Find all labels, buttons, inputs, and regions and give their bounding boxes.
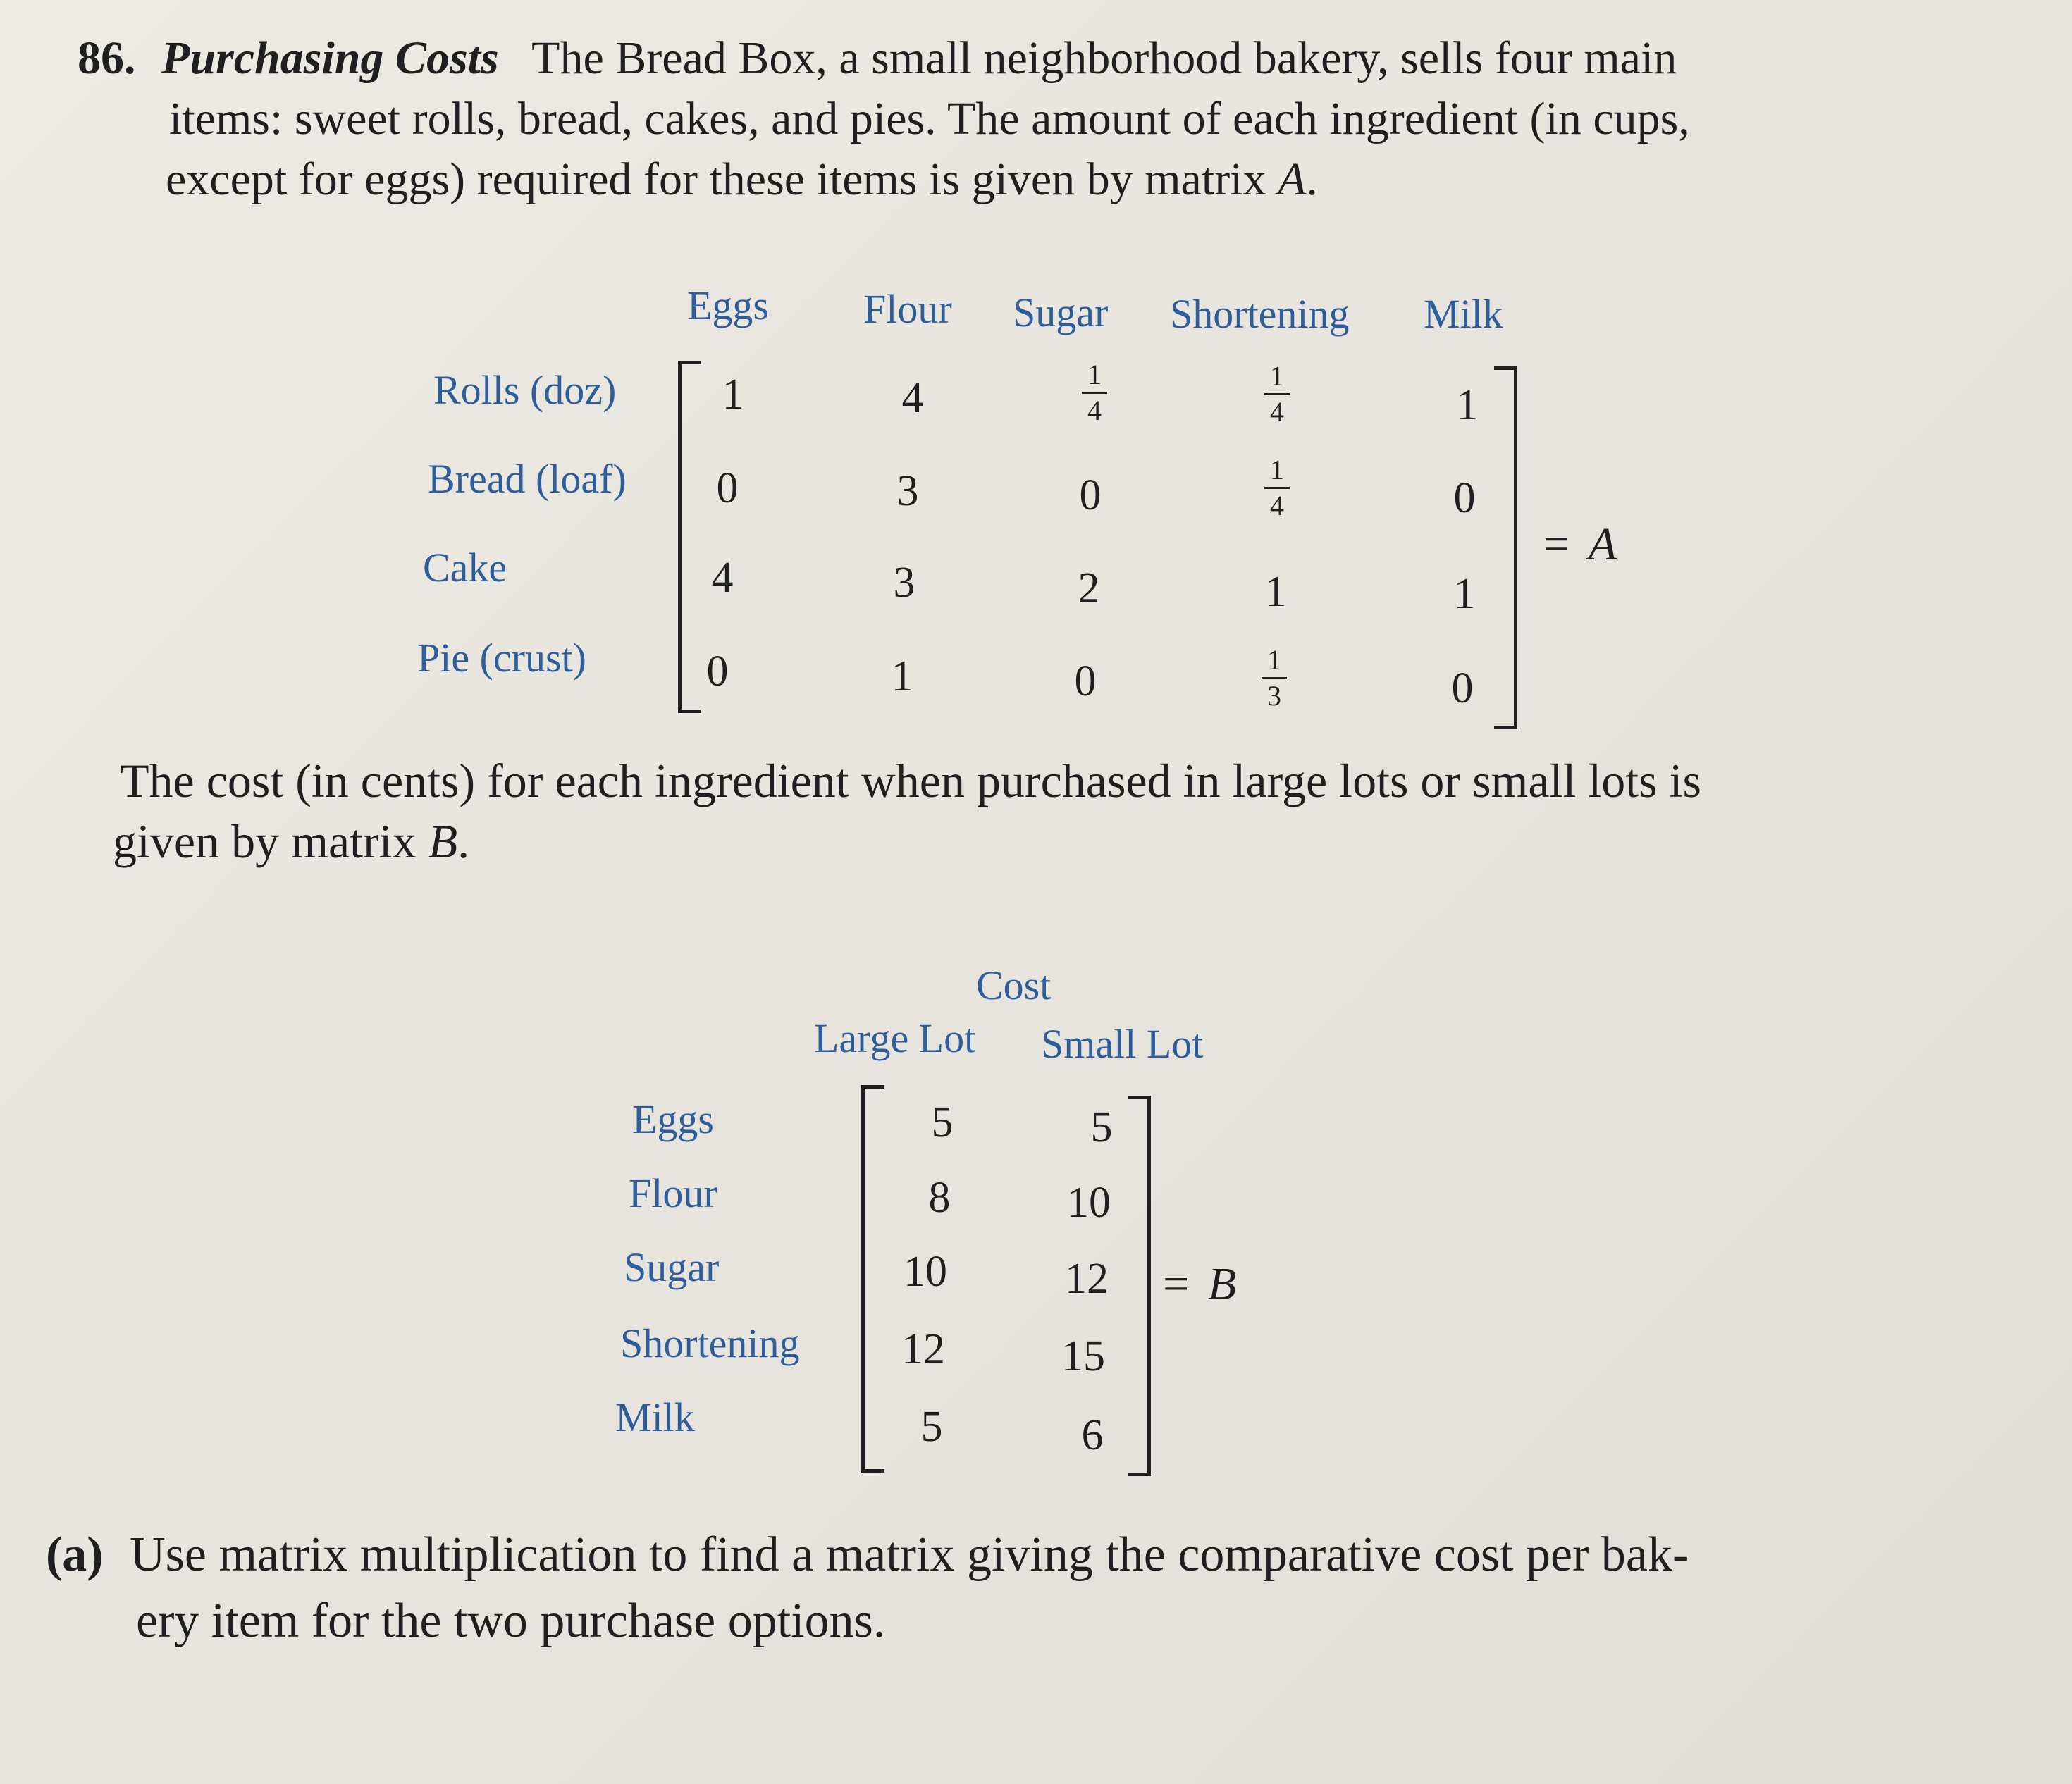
fraction-denominator: 4 <box>1270 396 1284 428</box>
matrix-a-cell: 4 <box>901 374 924 422</box>
matrix-a-fraction <box>1262 645 1287 712</box>
equals-sign: = <box>1543 519 1570 570</box>
matrix-a-cell: 0 <box>1451 664 1474 712</box>
matrix-b-cell: 10 <box>1067 1179 1111 1227</box>
matrix-a-row-bread: Bread (loaf) <box>428 456 627 502</box>
matrix-a-cell: 0 <box>1079 471 1102 519</box>
matrix-a-cell: 3 <box>896 467 919 515</box>
fraction-numerator: 1 <box>1270 454 1284 485</box>
matrix-a-ref: A <box>1278 154 1307 205</box>
matrix-a-cell: 0 <box>706 648 729 695</box>
fraction-numerator: 1 <box>1087 359 1102 390</box>
matrix-b-cell: 10 <box>904 1248 947 1296</box>
problem-title: Purchasing Costs <box>161 32 499 84</box>
part-a <box>46 1522 2033 1654</box>
matrix-b-cell: 12 <box>1065 1255 1109 1303</box>
fraction-denominator: 4 <box>1087 395 1102 426</box>
problem-number: 86. <box>78 32 136 84</box>
cost-line-2-text: given by matrix <box>113 814 428 868</box>
intro-line-3-text: except for eggs) required for these items is given by matrix <box>166 154 1278 205</box>
intro-line-2: items: sweet rolls, bread, cakes, and pies. The amount of each ingredient (in cups, <box>169 93 1690 144</box>
cost-line-2 <box>113 811 2016 872</box>
matrix-a-row-rolls: Rolls (doz) <box>433 367 617 413</box>
matrix-a-cell: 1 <box>891 652 913 700</box>
matrix-b-row-milk: Milk <box>615 1394 695 1440</box>
matrix-b-cell: 6 <box>1081 1411 1104 1459</box>
matrix-b-ref: B <box>428 814 458 868</box>
matrix-b-row-eggs: Eggs <box>632 1096 714 1142</box>
matrix-b-cell: 12 <box>901 1325 945 1373</box>
matrix-a-cell: 1 <box>1264 568 1287 616</box>
intro-line-3 <box>166 149 2023 210</box>
matrix-b-cell: 5 <box>931 1098 954 1146</box>
part-a-line-1 <box>46 1522 2033 1588</box>
matrix-b-col-large-lot: Large Lot <box>814 1015 976 1061</box>
matrix-a-cell: 1 <box>1456 381 1479 429</box>
matrix-a-equals <box>1543 518 1617 571</box>
matrix-b-left-bracket <box>861 1085 884 1473</box>
matrix-a-col-shortening: Shortening <box>1170 291 1350 337</box>
matrix-a-fraction <box>1264 361 1290 428</box>
matrix-a-cell: 1 <box>1453 570 1476 618</box>
fraction-denominator: 4 <box>1270 490 1284 521</box>
matrix-b-row-shortening: Shortening <box>620 1320 800 1366</box>
matrix-a-col-milk: Milk <box>1424 291 1503 337</box>
matrix-a-cell: 0 <box>716 464 739 512</box>
cost-line-2-period: . <box>457 814 470 868</box>
matrix-a-row-cake: Cake <box>423 545 507 590</box>
intro-line-1: The Bread Box, a small neighborhood bakery, sells four main <box>531 32 1677 84</box>
matrix-b-cell: 15 <box>1061 1332 1105 1380</box>
equals-sign: = <box>1163 1258 1190 1310</box>
matrix-a-cell: 3 <box>893 559 915 607</box>
cost-statement <box>113 750 2016 872</box>
matrix-a-cell: 0 <box>1453 474 1476 522</box>
part-a-text-1: Use matrix multiplication to find a matrix giving the comparative cost per bak- <box>130 1528 1689 1582</box>
matrix-b-row-flour: Flour <box>629 1170 717 1216</box>
matrix-a-name: A <box>1588 519 1617 570</box>
matrix-b-row-sugar: Sugar <box>624 1244 720 1290</box>
matrix-b-col-small-lot: Small Lot <box>1041 1021 1204 1067</box>
matrix-a-cell: 1 <box>722 371 744 419</box>
intro-line-3-period: . <box>1306 154 1318 205</box>
fraction-numerator: 1 <box>1267 644 1281 676</box>
problem-line-1 <box>78 28 2023 89</box>
matrix-a-col-sugar: Sugar <box>1013 290 1109 335</box>
matrix-a-cell: 2 <box>1078 564 1100 612</box>
matrix-a-cell: 4 <box>711 554 734 602</box>
matrix-a-cell: 0 <box>1074 657 1097 705</box>
matrix-b-cell: 5 <box>1090 1103 1113 1151</box>
matrix-a-fraction <box>1264 454 1290 521</box>
matrix-a-row-pie: Pie (crust) <box>417 635 586 681</box>
fraction-numerator: 1 <box>1270 360 1284 392</box>
fraction-denominator: 3 <box>1267 680 1281 712</box>
matrix-b-equals <box>1163 1258 1236 1311</box>
matrix-b-cell: 8 <box>928 1174 951 1222</box>
matrix-b-header-cost: Cost <box>976 962 1052 1008</box>
matrix-a-fraction <box>1082 359 1107 426</box>
matrix-b-name: B <box>1207 1258 1237 1310</box>
matrix-a-col-eggs: Eggs <box>687 283 769 328</box>
part-a-label: (a) <box>46 1528 104 1582</box>
part-a-text-2: ery item for the two purchase options. <box>136 1594 886 1648</box>
problem-statement <box>78 28 2023 210</box>
cost-line-1: The cost (in cents) for each ingredient when purchased in large lots or small lots is <box>120 754 1701 807</box>
matrix-b-cell: 5 <box>920 1403 943 1451</box>
matrix-a-col-flour: Flour <box>863 286 952 332</box>
